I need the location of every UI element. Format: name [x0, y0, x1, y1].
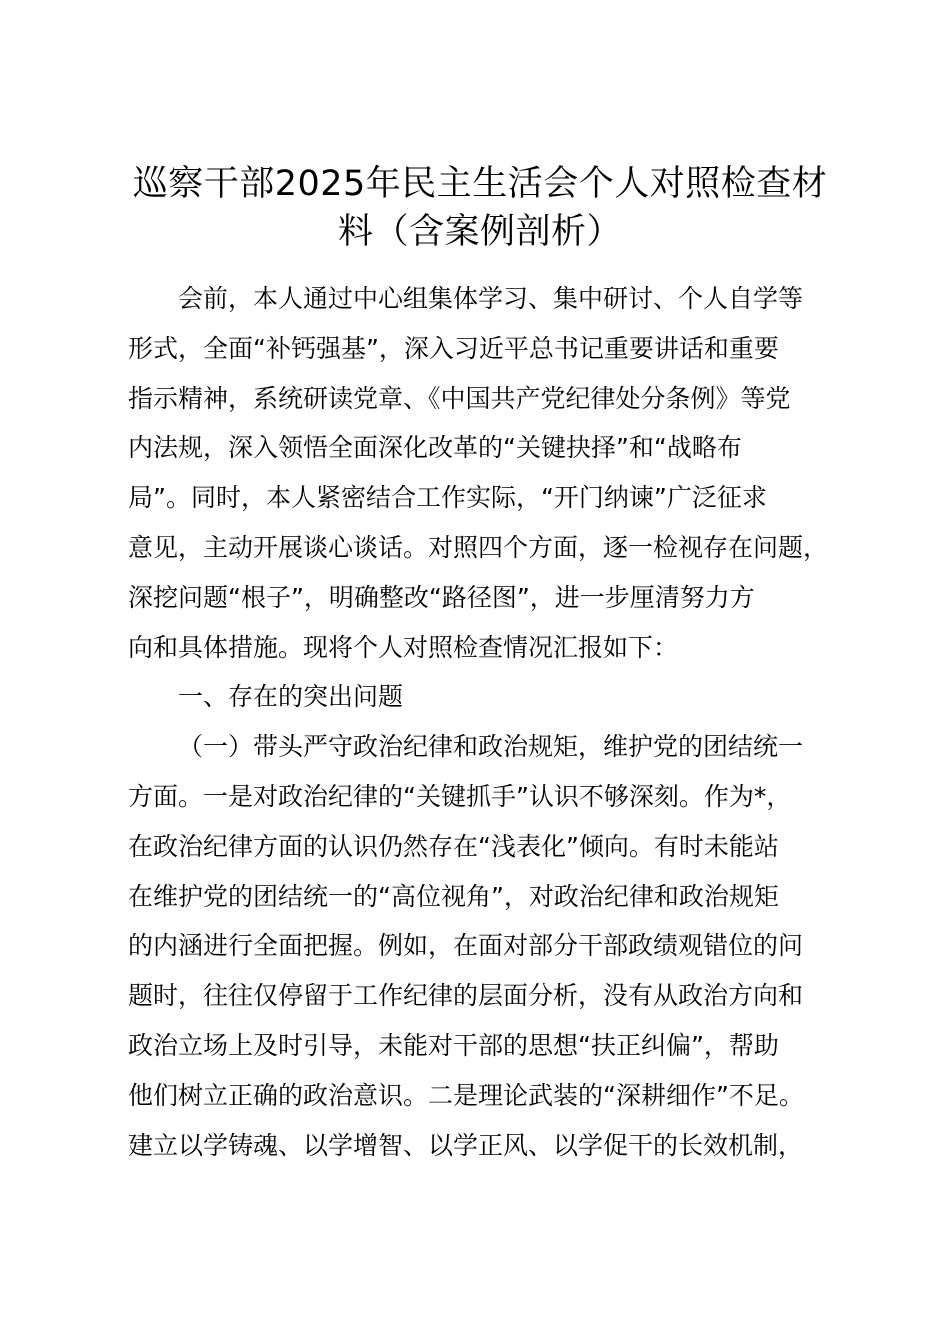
text-line: 向和具体措施。现将个人对照检查情况汇报如下：	[128, 632, 679, 662]
text-line: 深挖问题“根子”，明确整改“路径图”，进一步厘清努力方	[128, 582, 755, 612]
text-line: 政治立场上及时引导，未能对干部的思想“扶正纠偏”，帮助	[128, 1030, 779, 1060]
text-line: 题时，往往仅停留于工作纪律的层面分析，没有从政治方向和	[128, 981, 804, 1011]
text-line: 在政治纪律方面的认识仍然存在“浅表化”倾向。有时未能站	[128, 831, 779, 861]
text-line: 会前，本人通过中心组集体学习、集中研讨、个人自学等	[178, 284, 804, 313]
document-title	[128, 160, 832, 256]
text-line: 他们树立正确的政治意识。二是理论武装的“深耕细作”不足。	[128, 1080, 804, 1110]
title-line-1: 巡察干部2025年民主生活会个人对照检查材	[132, 164, 828, 204]
title-line-2: 料（含案例剖析）	[337, 212, 622, 252]
text-line: 的内涵进行全面把握。例如，在面对部分干部政绩观错位的问	[128, 931, 804, 961]
text-line: 指示精神，系统研读党章、《中国共产党纪律处分条例》等党	[128, 383, 791, 413]
text-line: 内法规，深入领悟全面深化改革的“关键抉择”和“战略布	[128, 433, 742, 463]
text-line: 方面。一是对政治纪律的“关键抓手”认识不够深刻。作为*，	[128, 781, 792, 811]
text-line: （一）带头严守政治纪律和政治规矩，维护党的团结统一	[178, 732, 804, 762]
text-line: 意见，主动开展谈心谈话。对照四个方面，逐一检视存在问题，	[128, 532, 829, 562]
text-line: 形式，全面“补钙强基”，深入习近平总书记重要讲话和重要	[128, 333, 779, 363]
section1-paragraph	[128, 722, 832, 1170]
text-line: 局”。同时，本人紧密结合工作实际，“开门纳谏”广泛征求	[128, 483, 767, 513]
intro-paragraph	[128, 274, 832, 672]
document-page	[128, 160, 832, 1170]
text-line: 建立以学铸魂、以学增智、以学正风、以学促干的长效机制，	[128, 1130, 804, 1160]
text-line: 在维护党的团结统一的“高位视角”，对政治纪律和政治规矩	[128, 881, 779, 911]
section-heading: 一、存在的突出问题	[178, 682, 404, 712]
document-body	[128, 274, 832, 1170]
